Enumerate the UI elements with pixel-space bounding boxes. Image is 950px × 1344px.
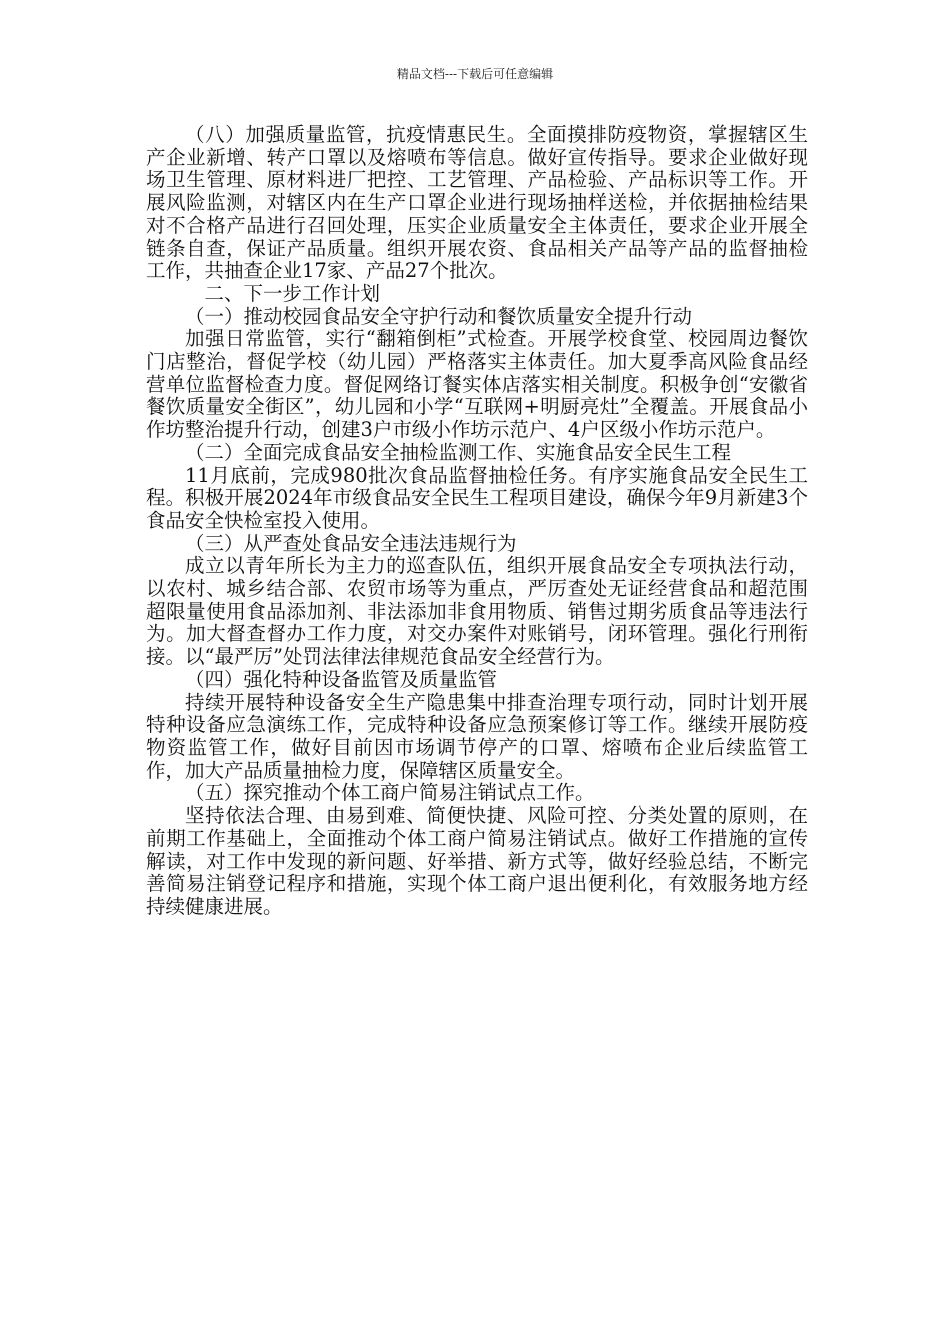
document-body: [146, 124, 808, 919]
section-heading-4: （四）强化特种设备监管及质量监管: [185, 667, 498, 691]
body-paragraph-4: 持续开展特种设备安全生产隐患集中排查治理专项行动，同时计划开展特种设备应急演练工作，完成特种设备应急预案修订等工作。继续开展防疫物资监管工作，做好目前因市场调节停产的口罩、熔喷布企业后续监管工作，加大产品质量抽检力度，保障辖区质量安全。: [146, 690, 808, 782]
body-paragraph-1: 加强日常监管，实行“翻箱倒柜”式检查。开展学校食堂、校园周边餐饮门店整治，督促学校（幼儿园）严格落实主体责任。加大夏季高风险食品经营单位监督检查力度。督促网络订餐实体店落实相关制度。积极争创“安徽省餐饮质量安全街区”，幼儿园和小学“互联网+明厨亮灶”全覆盖。开展食品小作坊整治提升行动，创建3户市级小作坊示范户、4户区级小作坊示范户。: [146, 327, 808, 442]
section-heading-2: （二）全面完成食品安全抽检监测工作、实施食品安全民生工程: [185, 440, 732, 464]
section-heading-1: （一）推动校园食品安全守护行动和餐饮质量安全提升行动: [185, 304, 693, 328]
body-paragraph-2: 11月底前，完成980批次食品监督抽检任务。有序实施食品安全民生工程。积极开展2024年市级食品安全民生工程项目建设，确保今年9月新建3个食品安全快检室投入使用。: [146, 463, 808, 532]
page-header: 精品文档---下载后可任意编辑: [396, 67, 554, 81]
body-paragraph-5: 坚持依法合理、由易到难、简便快捷、风险可控、分类处置的原则，在前期工作基础上，全面推动个体工商户简易注销试点。做好工作措施的宣传解读，对工作中发现的新问题、好举措、新方式等，做好经验总结，不断完善简易注销登记程序和措施，实现个体工商户退出便利化，有效服务地方经持续健康进展。: [146, 804, 808, 918]
section-heading-3: （三）从严查处食品安全违法违规行为: [185, 531, 517, 555]
chapter-heading-next-plan: 二、下一步工作计划: [204, 281, 381, 305]
section-heading-8: （八）加强质量监管，抗疫情惠民生。全面摸排防疫物资，掌握辖区生产企业新增、转产口罩以及熔喷布等信息。做好宣传指导。要求企业做好现场卫生管理、原材料进厂把控、工艺管理、产品检验、产品标识等工作。开展风险监测，对辖区内在生产口罩企业进行现场抽样送检，并依据抽检结果对不合格产品进行召回处理，压实企业质量安全主体责任，要求企业开展全链条自查，保证产品质量。组织开展农资、食品相关产品等产品的监督抽检工作，共抽查企业17家、产品27个批次。: [146, 123, 808, 283]
body-paragraph-3: 成立以青年所长为主力的巡查队伍，组织开展食品安全专项执法行动，以农村、城乡结合部、农贸市场等为重点，严厉查处无证经营食品和超范围超限量使用食品添加剂、非法添加非食用物质、销售过期劣质食品等违法行为。加大督查督办工作力度，对交办案件对账销号，闭环管理。强化行刑衔接。以“最严厉”处罚法律法律规范食品安全经营行为。: [146, 554, 808, 669]
section-heading-5: （五）探究推动个体工商户简易注销试点工作。: [185, 781, 595, 805]
